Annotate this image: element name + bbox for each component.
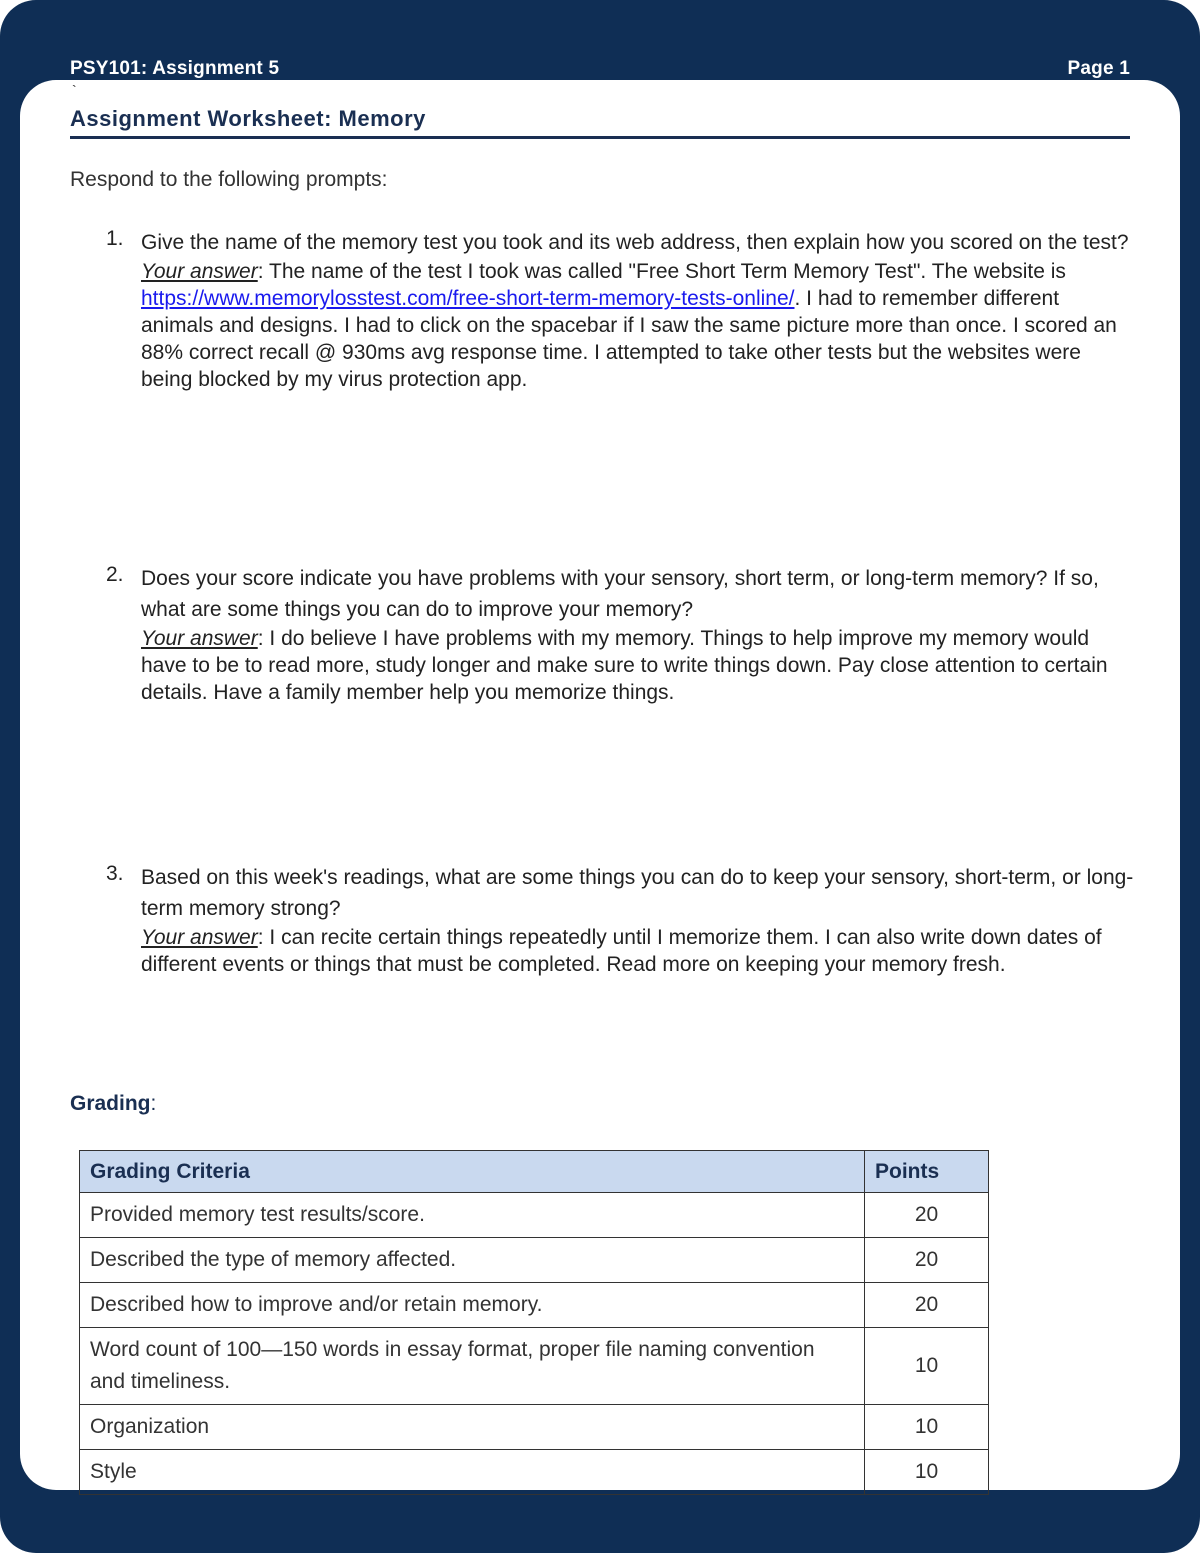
answer-text [141, 258, 1136, 393]
criteria-cell: Described the type of memory affected. [80, 1238, 865, 1283]
criteria-cell: Provided memory test results/score. [80, 1193, 865, 1238]
points-cell: 10 [865, 1405, 989, 1450]
memory-test-link[interactable]: https://www.memorylosstest.com/free-short-term-memory-tests-online/ [141, 287, 795, 310]
question-number: 2. [106, 563, 124, 586]
stray-mark: ` [72, 82, 77, 98]
answer-body: : The name of the test I took was called "Free Short Term Memory Test". The website is [257, 260, 1066, 283]
question-2 [106, 563, 1136, 706]
answer-text [141, 625, 1136, 706]
question-number: 3. [106, 862, 124, 885]
criteria-cell: Described how to improve and/or retain memory. [80, 1283, 865, 1328]
worksheet-title: Assignment Worksheet: Memory [70, 106, 1130, 139]
criteria-cell: Organization [80, 1405, 865, 1450]
points-cell: 10 [865, 1450, 989, 1495]
question-prompt: Based on this week's readings, what are some things you can do to keep your sensory, short-term, or long-term memory strong? [141, 866, 1134, 920]
answer-label: Your answer [141, 260, 258, 283]
column-header-criteria: Grading Criteria [80, 1151, 865, 1193]
page-header [70, 56, 1130, 82]
question-1 [106, 227, 1136, 393]
worksheet-page [20, 80, 1180, 1490]
table-row [80, 1450, 989, 1495]
grading-heading-colon: : [150, 1092, 157, 1115]
answer-body: : I do believe I have problems with my memory. Things to help improve my memory would have to be to read more, study longer and make sure to write things down. Pay close attention to certain details. Have a family member help you memorize things. [141, 627, 1108, 704]
grading-heading-text: Grading [70, 1092, 151, 1115]
intro-text: Respond to the following prompts: [70, 168, 388, 191]
page-number: Page 1 [1067, 58, 1130, 79]
answer-label: Your answer [141, 627, 258, 650]
question-prompt: Give the name of the memory test you took and its web address, then explain how you scored on the test? [141, 231, 1129, 254]
column-header-points: Points [865, 1151, 989, 1193]
question-3 [106, 862, 1136, 978]
table-row [80, 1283, 989, 1328]
points-cell: 10 [865, 1328, 989, 1405]
question-number: 1. [106, 227, 124, 250]
points-cell: 20 [865, 1283, 989, 1328]
table-row [80, 1193, 989, 1238]
criteria-cell: Word count of 100—150 words in essay format, proper file naming convention and timeliness. [80, 1328, 865, 1405]
answer-body-cont: . I had to remember different animals and designs. I had to click on the spacebar if I saw the same picture more than once. I scored an 88% correct recall @ 930ms avg response time. I attempted to take other tests but the websites were being blocked by my virus protection app. [141, 287, 1117, 391]
question-prompt: Does your score indicate you have problems with your sensory, short term, or long-term memory? If so, what are some things you can do to improve your memory? [141, 567, 1099, 621]
table-row [80, 1328, 989, 1405]
answer-label: Your answer [141, 926, 258, 949]
answer-body: : I can recite certain things repeatedly until I memorize them. I can also write down dates of different events or things that must be completed. Read more on keeping your memory fresh. [141, 926, 1102, 976]
grading-heading [70, 1092, 156, 1116]
table-row [80, 1238, 989, 1283]
table-row [80, 1405, 989, 1450]
points-cell: 20 [865, 1193, 989, 1238]
table-header-row [80, 1151, 989, 1193]
criteria-cell: Style [80, 1450, 865, 1495]
course-label: PSY101: Assignment 5 [70, 58, 280, 79]
points-cell: 20 [865, 1238, 989, 1283]
answer-text [141, 924, 1136, 978]
grading-table [79, 1150, 989, 1495]
